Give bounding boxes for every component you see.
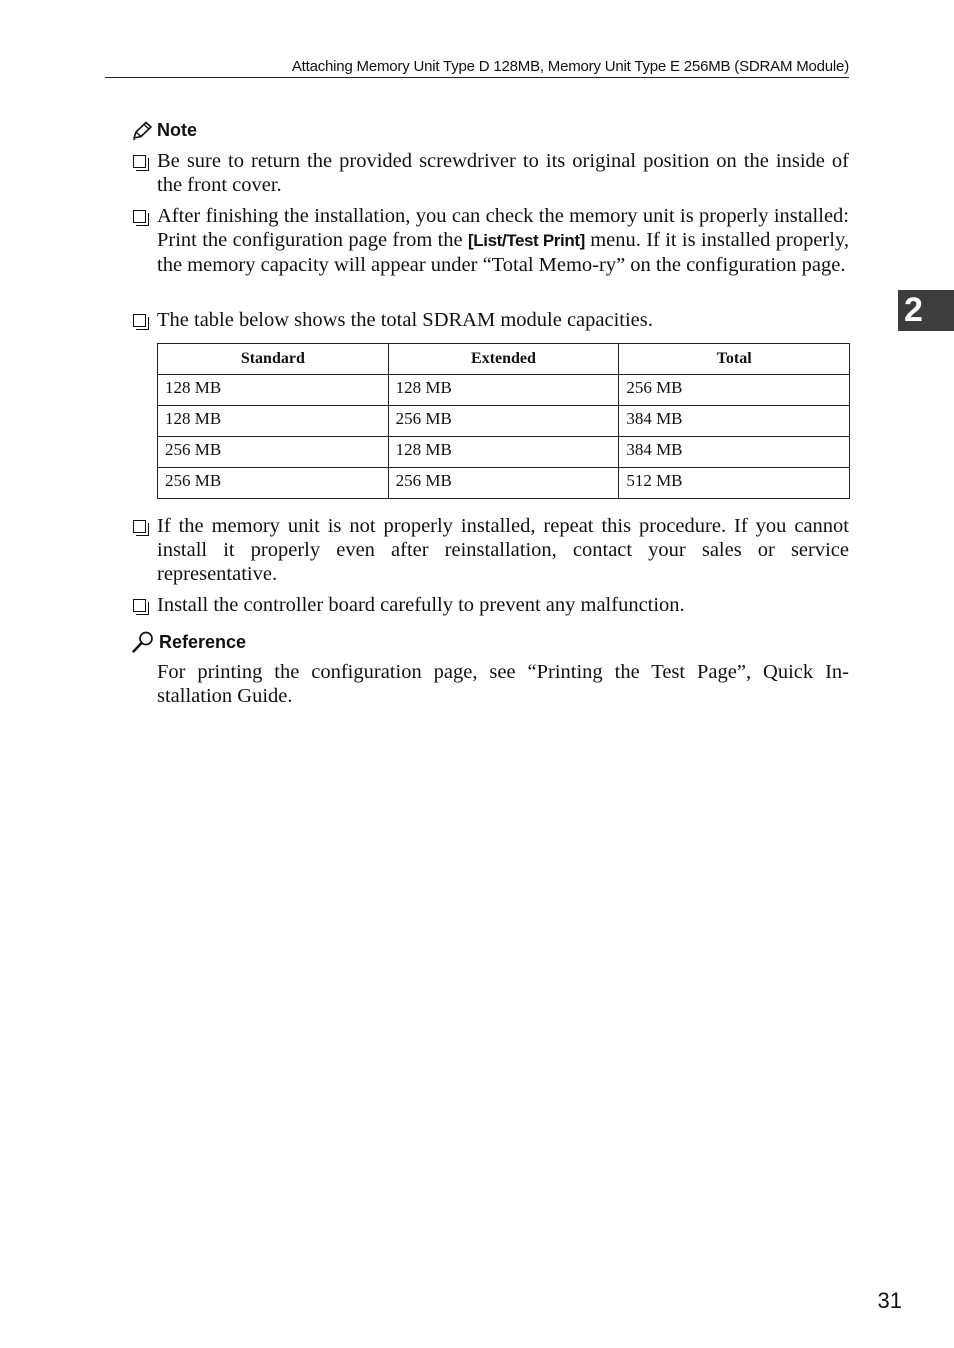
table-row [158,437,850,468]
page-number: 31 [877,1288,902,1313]
table-cell: 384 MB [619,406,850,437]
note-item: Install the controller board carefully to prevent any malfunction. [131,593,849,617]
table-cell: 256 MB [619,375,850,406]
checkbox-bullet-icon [133,599,146,612]
note-item: Be sure to return the provided screwdriver to its original position on the inside of the front cover. [131,149,849,197]
table-cell: 384 MB [619,437,850,468]
table-cell: 256 MB [158,437,389,468]
table-cell: 256 MB [388,406,619,437]
column-header-total: Total [619,344,850,375]
chapter-tab: 2 [898,290,954,331]
table-header-row [158,344,850,375]
checkbox-bullet-icon [133,210,146,223]
capacity-table [157,343,850,499]
checkbox-bullet-icon [133,520,146,533]
table-cell: 256 MB [388,468,619,499]
reference-text: For printing the configuration page, see “Printing the Test Page”, Quick In-stallation Guide. [157,661,849,707]
reference-heading-label: Reference [159,631,247,652]
table-row [158,468,850,499]
table-cell: 512 MB [619,468,850,499]
column-header-extended: Extended [388,344,619,375]
checkbox-bullet-icon [133,314,146,327]
column-header-standard: Standard [158,344,389,375]
note-item: After finishing the installation, you can check the memory unit is properly installed: Print the configuration page from the [List/Test Print] menu. If it is installed properly, the memory capacity will appear under “Total Memo-ry” on the configuration page. [131,204,849,277]
magnifier-icon [131,630,155,654]
table-cell: 128 MB [158,375,389,406]
menu-key-list-test-print: [List/Test Print] [468,231,585,250]
note-item: If the memory unit is not properly installed, repeat this procedure. If you cannot install it properly even after reinstallation, contact your sales or service representative. [131,514,849,586]
checkbox-bullet-icon [133,155,146,168]
table-cell: 128 MB [388,375,619,406]
table-cell: 128 MB [388,437,619,468]
table-cell: 256 MB [158,468,389,499]
note-heading-label: Note [157,120,197,140]
table-row [158,375,850,406]
note-heading [131,120,197,141]
pencil-icon [131,121,153,141]
table-cell: 128 MB [158,406,389,437]
reference-heading [131,630,246,654]
note-item: The table below shows the total SDRAM module capacities. [131,308,849,332]
running-header: Attaching Memory Unit Type D 128MB, Memory Unit Type E 256MB (SDRAM Module) [105,58,849,78]
table-row [158,406,850,437]
